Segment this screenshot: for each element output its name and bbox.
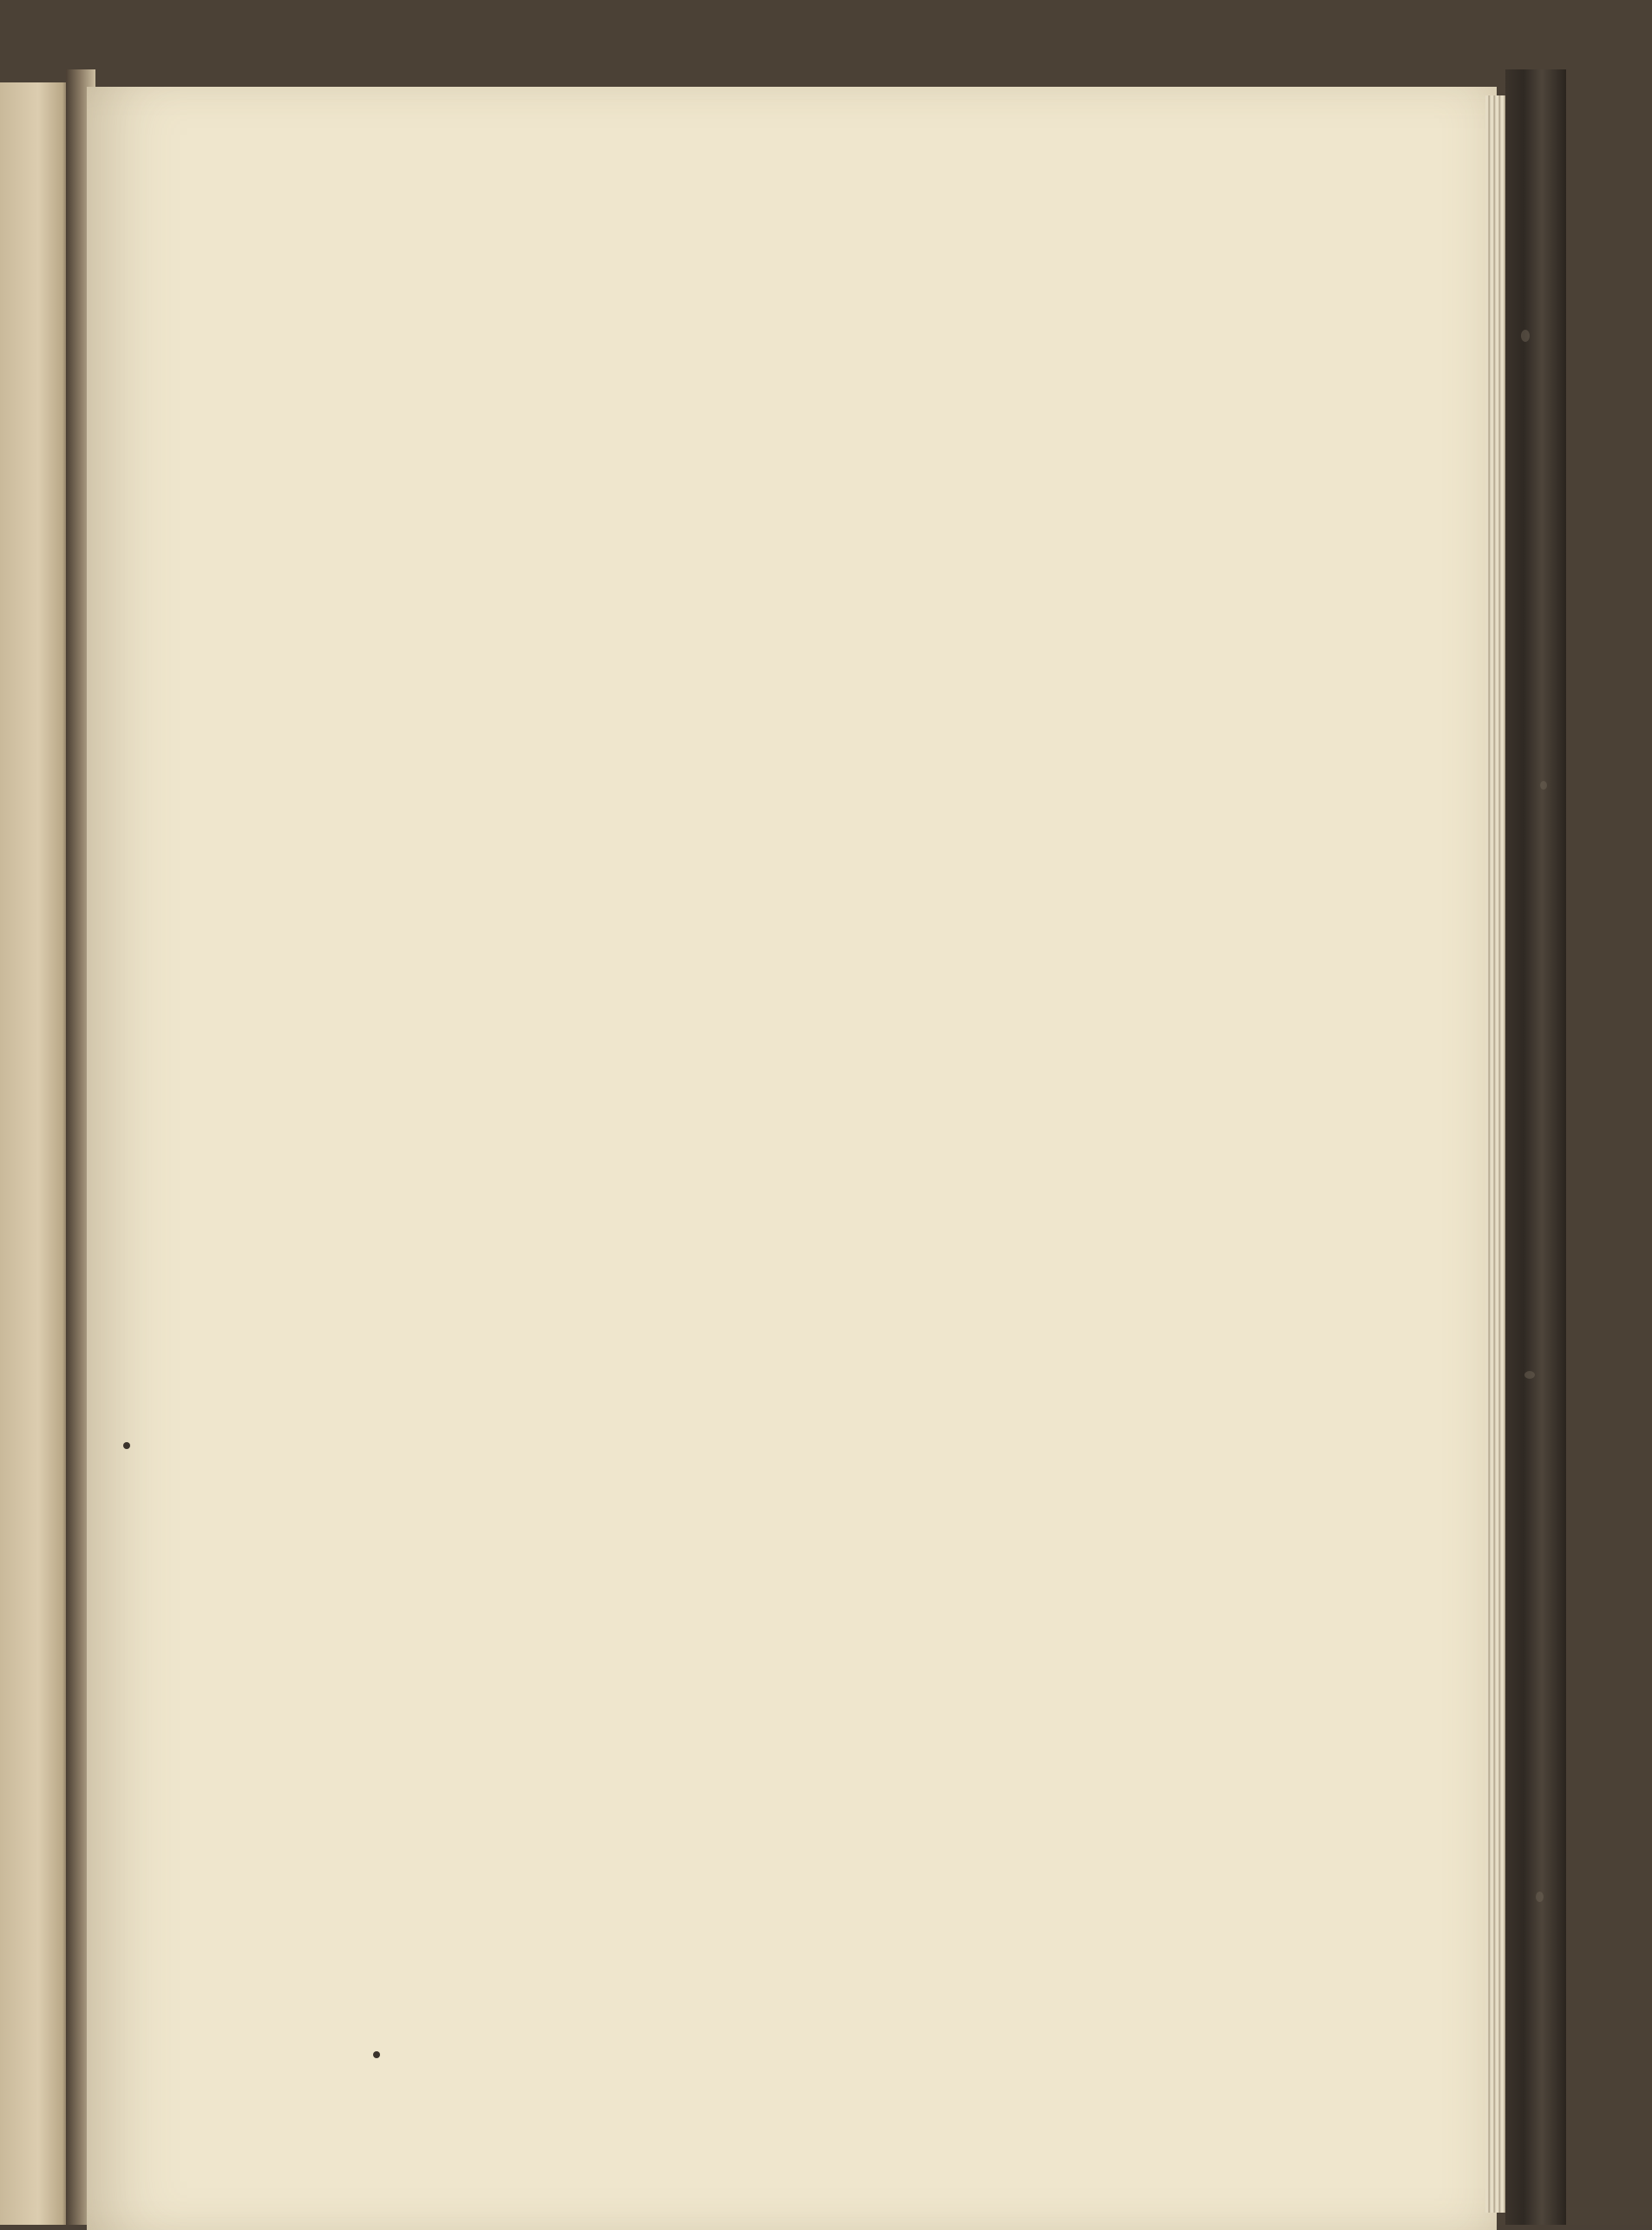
ink-speck bbox=[123, 1442, 130, 1449]
left-page-edge bbox=[0, 82, 69, 2225]
right-page bbox=[87, 87, 1497, 2230]
page-text bbox=[206, 169, 1126, 185]
book-cover-edge bbox=[1505, 69, 1566, 2225]
ink-speck bbox=[373, 2051, 380, 2058]
